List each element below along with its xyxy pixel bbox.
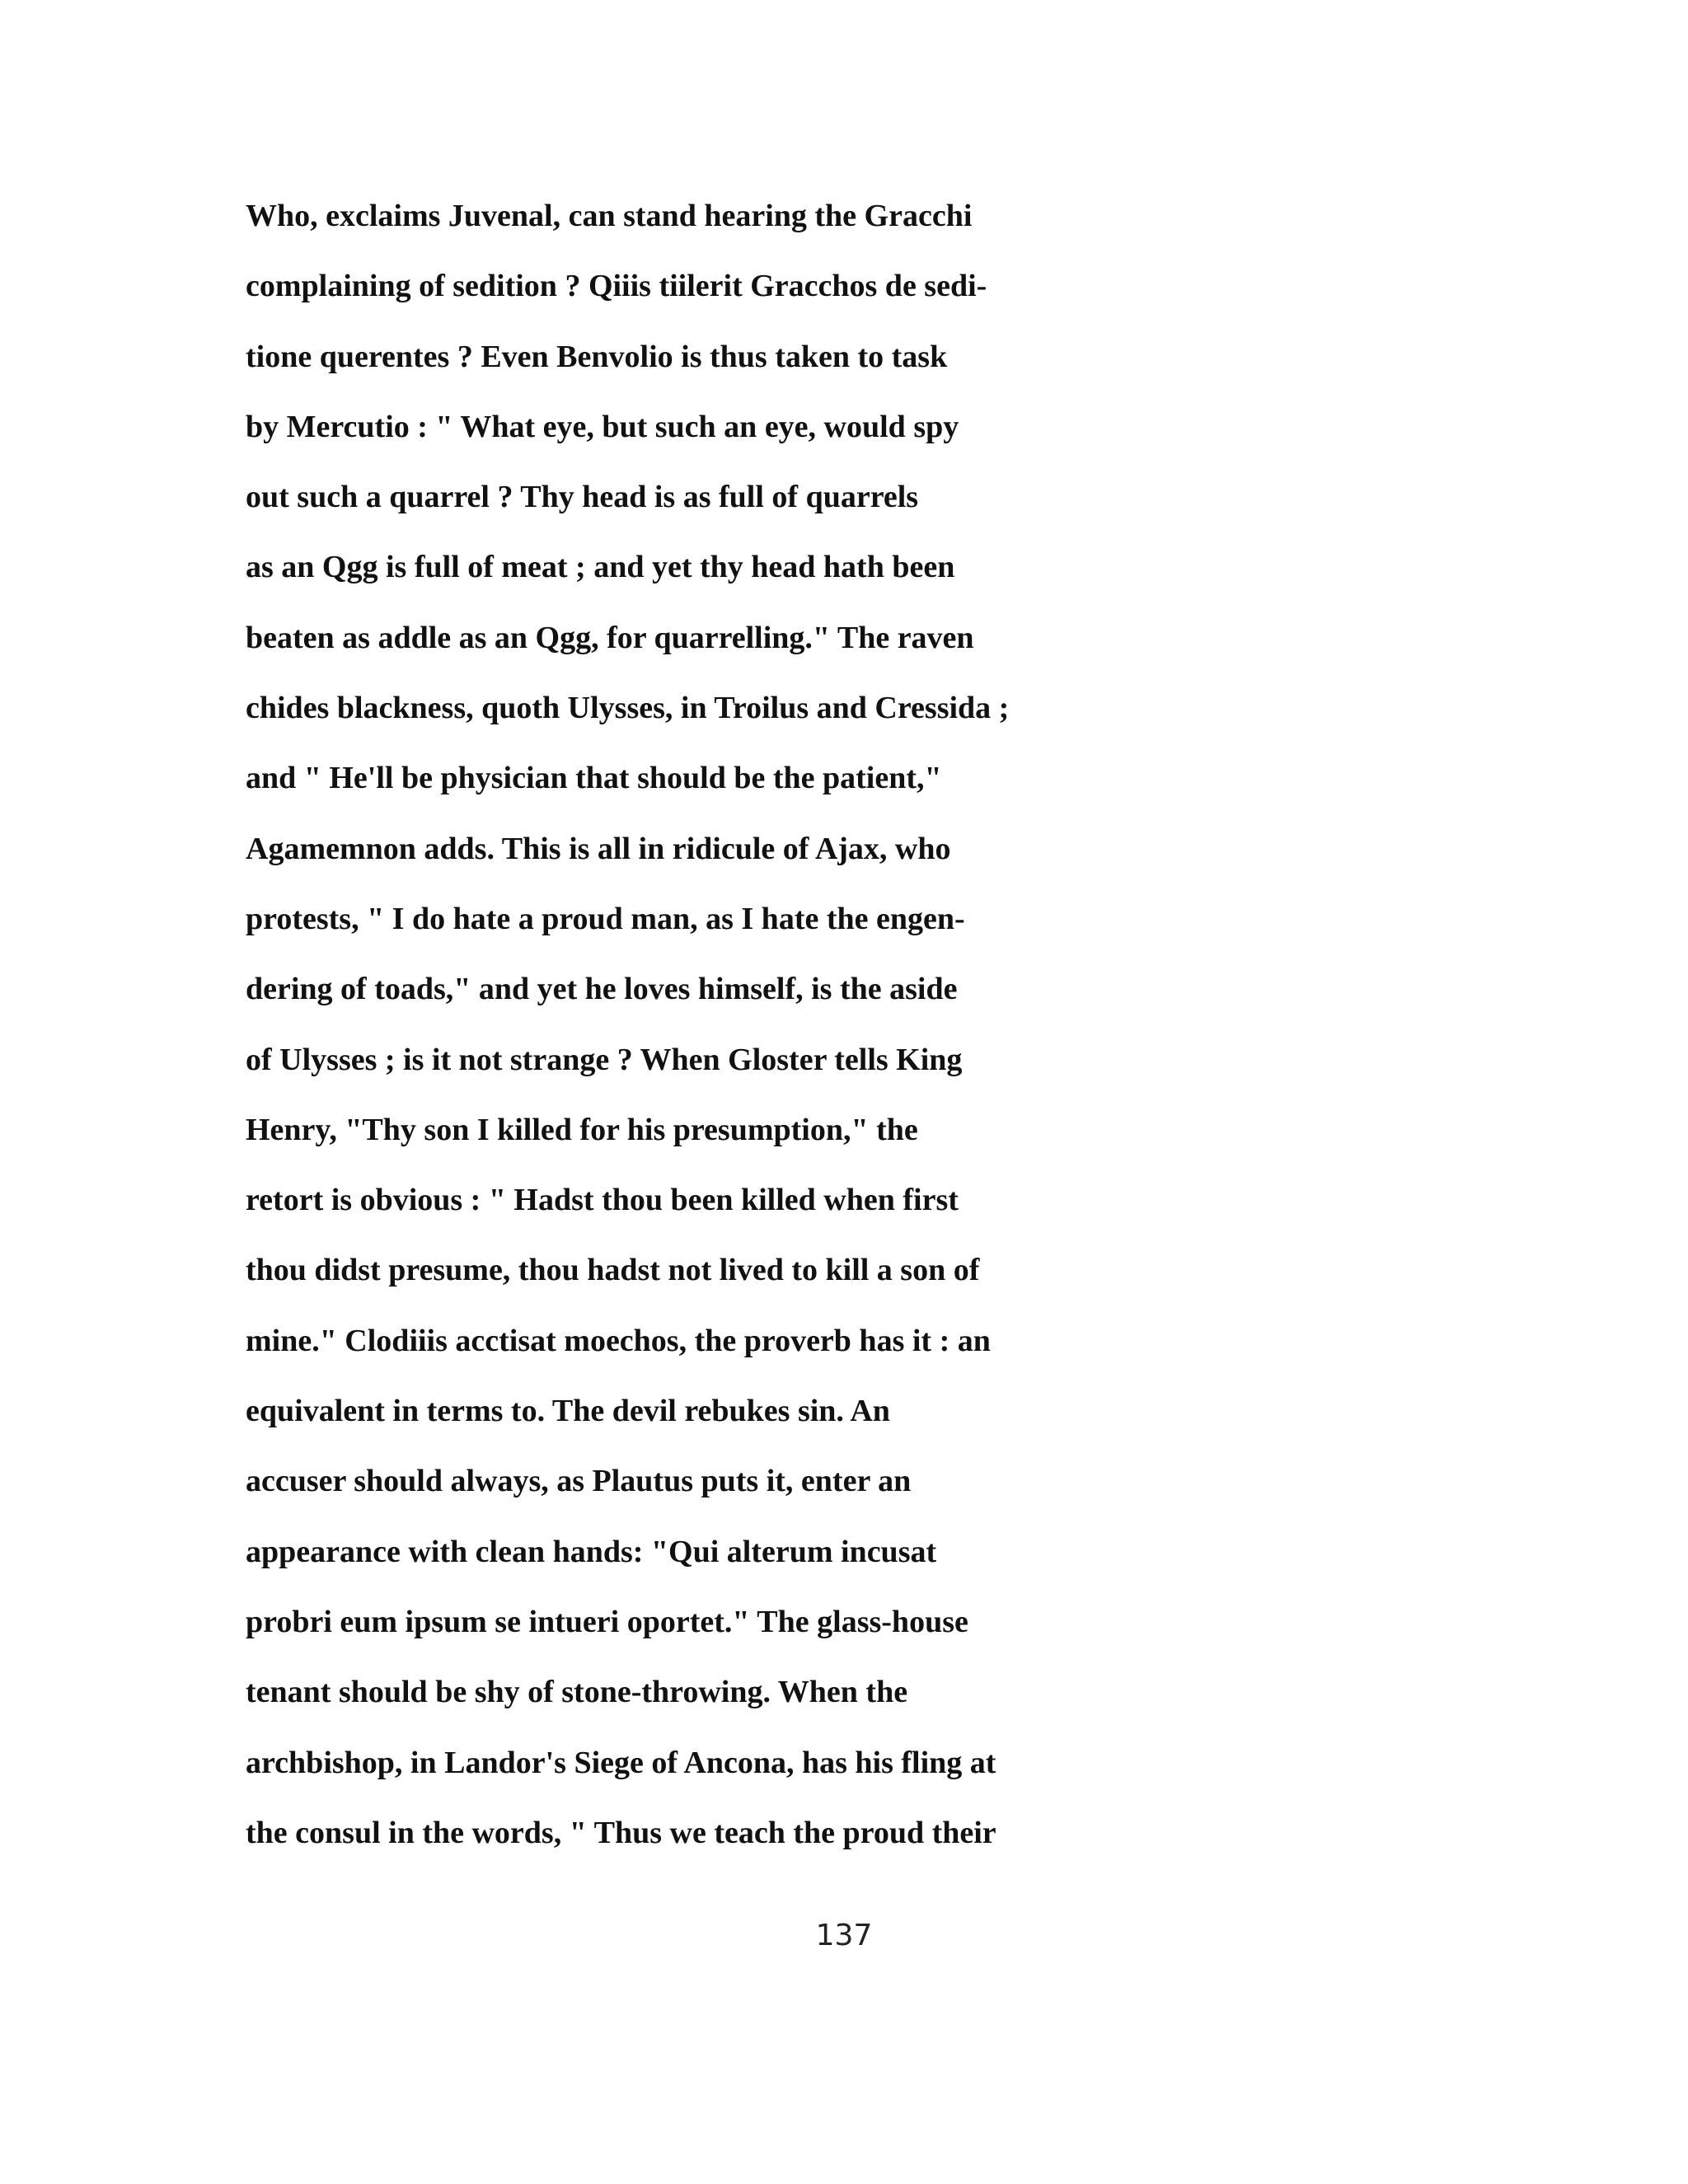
- text-line: thou didst presume, thou hadst not lived to kill a son of: [246, 1253, 980, 1288]
- page-number: 137: [815, 1919, 873, 1952]
- text-line: protests, " I do hate a proud man, as I hate the engen-: [246, 901, 965, 936]
- text-line: probri eum ipsum se intueri oportet." The glass-house: [246, 1604, 968, 1639]
- text-line: as an Qgg is full of meat ; and yet thy head hath been: [246, 550, 955, 585]
- text-line: tione querentes ? Even Benvolio is thus taken to task: [246, 339, 948, 374]
- body-text: [246, 191, 1482, 1878]
- text-line: Agamemnon adds. This is all in ridicule of Ajax, who: [246, 831, 951, 866]
- text-line: out such a quarrel ? Thy head is as full of quarrels: [246, 480, 919, 515]
- text-line: archbishop, in Landor's Siege of Ancona, has his fling at: [246, 1745, 996, 1780]
- text-line: of Ulysses ; is it not strange ? When Gloster tells King: [246, 1042, 963, 1077]
- text-line: retort is obvious : " Hadst thou been killed when first: [246, 1183, 959, 1218]
- text-line: accuser should always, as Plautus puts it, enter an: [246, 1464, 912, 1499]
- text-line: appearance with clean hands: "Qui alterum incusat: [246, 1534, 937, 1569]
- text-line: by Mercutio : " What eye, but such an eye, would spy: [246, 409, 959, 444]
- text-line: complaining of sedition ? Qiiis tiilerit Gracchos de sedi-: [246, 269, 987, 304]
- text-line: the consul in the words, " Thus we teach the proud their: [246, 1815, 996, 1850]
- text-line: dering of toads," and yet he loves himself, is the aside: [246, 972, 958, 1007]
- text-line: and " He'll be physician that should be the patient,": [246, 761, 942, 796]
- text-line: Henry, "Thy son I killed for his presumption," the: [246, 1112, 918, 1147]
- text-line: beaten as addle as an Qgg, for quarrelling." The raven: [246, 620, 974, 655]
- text-line: Who, exclaims Juvenal, can stand hearing the Gracchi: [246, 199, 973, 233]
- text-line: chides blackness, quoth Ulysses, in Troilus and Cressida ;: [246, 691, 1010, 726]
- text-line: equivalent in terms to. The devil rebukes sin. An: [246, 1394, 890, 1429]
- text-line: mine." Clodiiis acctisat moechos, the proverb has it : an: [246, 1323, 991, 1358]
- text-line: tenant should be shy of stone-throwing. When the: [246, 1675, 908, 1710]
